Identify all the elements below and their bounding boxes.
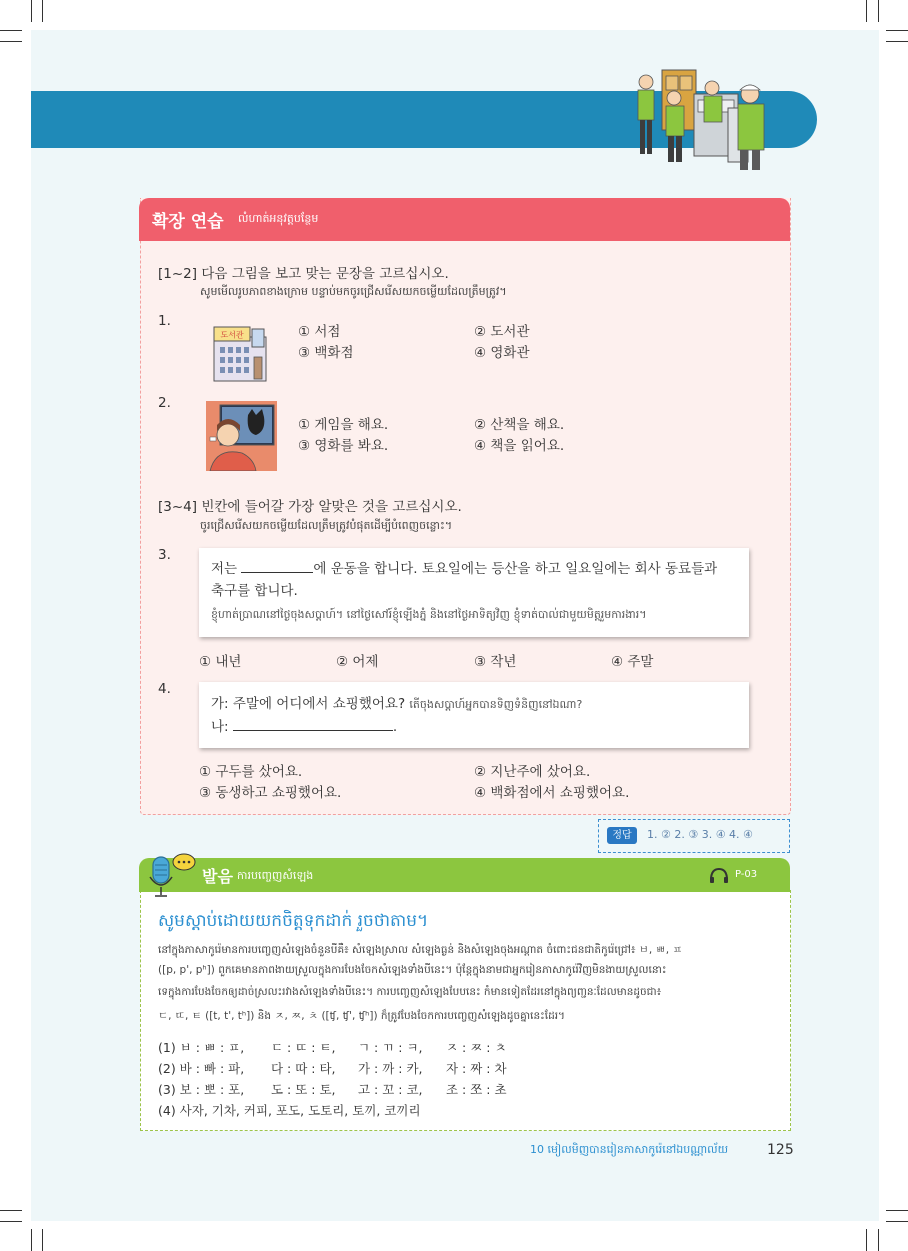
option-2[interactable]: ② 도서관 [474, 324, 530, 340]
crop-mark [31, 1229, 32, 1251]
question-3-text-b: 에 운동을 합니다. 토요일에는 등산을 하고 일요일에는 회사 동료들과 [313, 561, 718, 577]
practice-line-1a: (1) ㅂ : ㅃ : ㅍ, [158, 1040, 245, 1055]
pronunciation-paragraph-line: ([p, p', pʰ]) ពួកគេមានភាពងាយស្រួលក្នុងការបែងចែកសំឡេងទាំងបីនេះ។ ប៉ុន្តែក្នុងនាមជាអ្នករៀនភាសាកូរ៉េវិញមិនងាយស្រួលនោះ [158, 964, 667, 976]
option-1[interactable]: ① 내년 [199, 654, 242, 670]
practice-line-2b: 다 : 따 : 타, [271, 1061, 336, 1076]
crop-mark [0, 1210, 22, 1211]
pronunciation-title: 발음 [202, 867, 233, 886]
crop-mark [886, 30, 908, 31]
question-number: 4. [158, 681, 171, 697]
crop-mark [0, 30, 22, 31]
practice-line-3d: 조 : 쪼 : 초 [446, 1082, 507, 1097]
crop-mark [886, 41, 908, 42]
pronunciation-header [139, 858, 790, 892]
answer-key-box [598, 819, 790, 853]
crop-mark [866, 1229, 867, 1251]
question-3-sentence [211, 557, 717, 577]
option-1[interactable]: ① 서점 [298, 324, 341, 340]
practice-line-2a: (2) 바 : 빠 : 파, [158, 1061, 245, 1076]
headphone-icon [709, 867, 729, 884]
workers-illustration [632, 64, 774, 172]
question-4-line-1 [211, 692, 582, 714]
practice-line-2c: 가 : 까 : 카, [358, 1061, 423, 1076]
pronunciation-paragraph-line: ㄷ, ㄸ, ㅌ ([t, t', tʰ]) និង ㅈ, ㅉ, ㅊ ([ʧ, ʧ', ʧʰ]) ក៏ត្រូវបែងចែកការបញ្ចេញសំឡេងដូចគ្នានេះដែរ។ [158, 1010, 565, 1022]
practice-line-1b: ㄷ : ㄸ : ㅌ, [271, 1040, 336, 1055]
crop-mark [42, 1229, 43, 1251]
dialogue-line-1: 가: 주말에 어디에서 쇼핑했어요? [211, 696, 406, 712]
crop-mark [31, 0, 32, 22]
question-4-line-2 [211, 715, 397, 735]
option-4[interactable]: ④ 주말 [611, 654, 654, 670]
practice-line-3c: 고 : 꼬 : 코, [358, 1082, 423, 1097]
option-1[interactable]: ① 게임을 해요. [298, 417, 389, 433]
instruction-2-khmer: ចូរជ្រើសរើសយកចម្លើយដែលត្រឹមត្រូវបំផុតដើម្បីបំពេញចន្លោះ។ [200, 519, 453, 532]
practice-line-3a: (3) 보 : 뽀 : 포, [158, 1082, 245, 1097]
practice-title: 확장 연습 [152, 212, 224, 232]
crop-mark [0, 41, 22, 42]
library-sign-text: 도서관 [220, 330, 244, 340]
question-3-translation: ខ្ញុំហាត់ប្រាណនៅថ្ងៃចុងសប្ដាហ៍។ នៅថ្ងៃសៅរ៍ខ្ញុំឡើងភ្នំ និងនៅថ្ងៃអាទិត្យវិញ ខ្ញុំទាត់បាល់ជាមួយមិត្តរួមការងារ។ [211, 608, 647, 621]
page-number: 125 [767, 1142, 794, 1158]
question-3-text-a: 저는 [211, 561, 238, 577]
pronunciation-heading: សូមស្ដាប់ដោយយកចិត្តទុកដាក់ រួចថាតាម។ [158, 911, 429, 931]
chapter-footer: 10 មៀលមិញបានរៀនភាសាកូរ៉េនៅឯបណ្ណាល័យ [530, 1143, 729, 1156]
pronunciation-paragraph-line: នៅក្នុងភាសាកូរ៉េមានការបញ្ចេញសំឡេងចំនួនបីគឺ៖ សំឡេងស្រាល សំឡេងធ្ងន់ និងសំឡេងចុងអណ្ដាត ចំពោះជនជាតិកូរ៉េជ្រៅ៖ ㅂ, ㅃ, ㅍ [158, 944, 683, 956]
practice-line-1c: ㄱ : ㄲ : ㅋ, [358, 1040, 423, 1055]
crop-mark [0, 1221, 22, 1222]
question-4-card [199, 682, 749, 748]
option-3[interactable]: ③ 동생하고 쇼핑했어요. [199, 785, 342, 801]
question-3-text-c: 축구를 합니다. [211, 583, 298, 599]
option-4[interactable]: ④ 백화점에서 쇼핑했어요. [474, 785, 630, 801]
crop-mark [886, 1221, 908, 1222]
option-4[interactable]: ④ 책을 읽어요. [474, 438, 565, 454]
instruction-2: [3~4] 빈칸에 들어갈 가장 알맞은 것을 고르십시오. [158, 499, 462, 515]
practice-subtitle: លំហាត់អនុវត្តបន្ថែម [238, 212, 319, 225]
practice-line-3b: 도 : 또 : 토, [271, 1082, 336, 1097]
practice-line-2d: 자 : 짜 : 차 [446, 1061, 507, 1076]
option-2[interactable]: ② 어제 [336, 654, 379, 670]
question-number: 3. [158, 547, 171, 563]
practice-header [139, 198, 790, 241]
answer-blank[interactable] [233, 716, 393, 731]
question-number: 2. [158, 395, 171, 411]
pronunciation-paragraph-line: ទេក្នុងការបែងចែកឲ្យដាច់ស្រលះរវាងសំឡេងទាំងបីនេះ។ ការបញ្ចេញសំឡេងបែបនេះ កំមានទៀតដែរនៅក្នុងព្យញ្ជនៈដែលមានដូចជា៖ [158, 986, 662, 998]
dialogue-line-2-label: 나: [211, 719, 229, 735]
crop-mark [886, 1210, 908, 1211]
pronunciation-subtitle: ការបញ្ចេញសំឡេង [237, 869, 314, 882]
option-2[interactable]: ② 산책을 해요. [474, 417, 565, 433]
option-3[interactable]: ③ 백화점 [298, 345, 354, 361]
option-3[interactable]: ③ 작년 [474, 654, 517, 670]
dialogue-line-2-end: . [392, 719, 398, 735]
instruction-1: [1~2] 다음 그림을 보고 맞는 문장을 고르십시오. [158, 266, 449, 282]
answer-text: 1. ② 2. ③ 3. ④ 4. ④ [647, 828, 753, 841]
library-building-image [212, 323, 268, 383]
option-4[interactable]: ④ 영화관 [474, 345, 530, 361]
question-3-card [199, 548, 749, 637]
dialogue-line-1-khmer: តើចុងសប្ដាហ៍អ្នកបានទិញទំនិញនៅឯណា? [409, 698, 583, 711]
crop-mark [878, 1229, 879, 1251]
crop-mark [42, 0, 43, 22]
crop-mark [866, 0, 867, 22]
watching-movie-image [206, 401, 277, 471]
question-number: 1. [158, 313, 171, 329]
instruction-1-khmer: សូមមើលរូបភាពខាងក្រោម បន្ទាប់មកចូរជ្រើសរើសយកចម្លើយដែលត្រឹមត្រូវ។ [200, 285, 507, 298]
option-2[interactable]: ② 지난주에 샀어요. [474, 764, 591, 780]
practice-line-4: (4) 사자, 기차, 커피, 포도, 도토리, 토끼, 코끼리 [158, 1103, 421, 1118]
audio-track-code: P-03 [735, 869, 758, 880]
crop-mark [878, 0, 879, 22]
answer-blank[interactable] [241, 558, 313, 573]
practice-line-1d: ㅈ : ㅉ : ㅊ [446, 1040, 507, 1055]
microphone-icon [147, 851, 197, 901]
option-3[interactable]: ③ 영화를 봐요. [298, 438, 389, 454]
answer-badge: 정답 [607, 827, 637, 844]
option-1[interactable]: ① 구두를 샀어요. [199, 764, 303, 780]
